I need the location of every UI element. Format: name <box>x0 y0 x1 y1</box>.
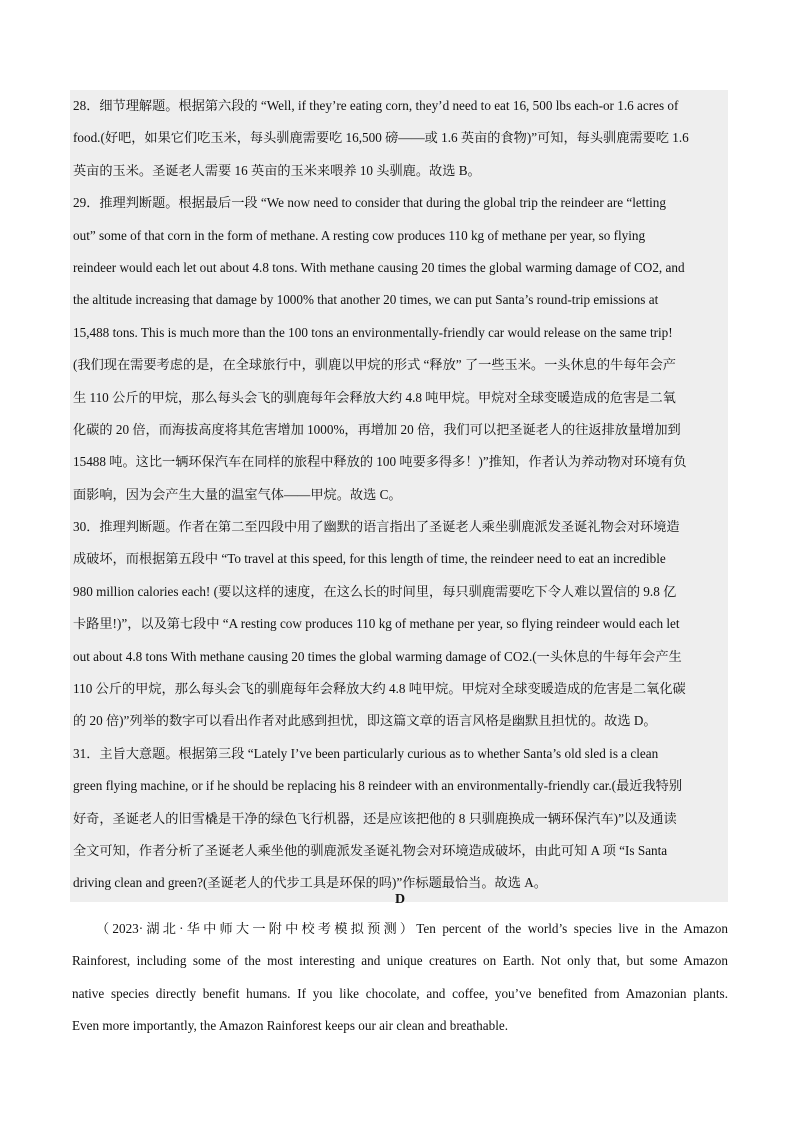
answer-line: the altitude increasing that damage by 1000% that another 20 times, we can put Santa’s round-trip emissions at <box>73 292 659 308</box>
answer-line: 29．推理判断题。根据最后一段 “We now need to consider that during the global trip the reindeer are “letting <box>73 195 666 211</box>
answer-line: 成破坏，而根据第五段中 “To travel at this speed, for this length of time, the reindeer need to eat an incredible <box>73 551 666 567</box>
answer-line: 化碳的 20 倍，而海拔高度将其危害增加 1000%，再增加 20 倍，我们可以把圣诞老人的往返排放量增加到 <box>73 421 681 437</box>
passage-line: Rainforest, including some of the most interesting and unique creatures on Earth. Not only that, but some Amazon <box>72 953 728 969</box>
section-heading: D <box>394 892 406 907</box>
answer-explanations <box>70 90 728 902</box>
answer-line: 的 20 倍)”列举的数字可以看出作者对此感到担忧，即这篇文章的语言风格是幽默且担忧的。故选 D。 <box>73 713 657 729</box>
passage-line: （2023·湖北·华中师大一附中校考模拟预测）Ten percent of the world’s species live in the Amazon <box>96 921 728 936</box>
passage-line: native species directly benefit humans. If you like chocolate, and coffee, you’ve benefited from Amazonian plants. <box>72 985 728 1001</box>
answer-line: 生 110 公斤的甲烷，那么每头会飞的驯鹿每年会释放大约 4.8 吨甲烷。甲烷对全球变暖造成的危害是二氧 <box>73 389 676 405</box>
answer-line: 15488 吨。这比一辆环保汽车在同样的旅程中释放的 100 吨要多得多！)”推知，作者认为养动物对环境有负 <box>73 454 687 470</box>
answer-line: 卡路里!)”，以及第七段中 “A resting cow produces 110 kg of methane per year, so flying reindeer would each let <box>73 616 680 632</box>
answer-line: 英亩的玉米。圣诞老人需要 16 英亩的玉米来喂养 10 头驯鹿。故选 B。 <box>73 162 481 178</box>
answer-line: 好奇，圣诞老人的旧雪橇是干净的绿色飞行机器，还是应该把他的 8 只驯鹿换成一辆环保汽车)”以及通读 <box>73 810 677 826</box>
answer-line: 31．主旨大意题。根据第三段 “Lately I’ve been particularly curious as to whether Santa’s old sled is a clean <box>73 745 659 761</box>
answer-line: 110 公斤的甲烷，那么每头会飞的驯鹿每年会释放大约 4.8 吨甲烷。甲烷对全球变暖造成的危害是二氧化碳 <box>73 681 686 697</box>
answer-line: 面影响，因为会产生大量的温室气体——甲烷。故选 C。 <box>73 486 402 502</box>
answer-line: 15,488 tons. This is much more than the 100 tons an environmentally-friendly car would release on the same trip! <box>73 324 673 340</box>
answer-line: food.(好吧，如果它们吃玉米，每头驯鹿需要吃 16,500 磅——或 1.6 英亩的食物)”可知，每头驯鹿需要吃 1.6 <box>73 130 689 146</box>
answer-line: 30．推理判断题。作者在第二至四段中用了幽默的语言指出了圣诞老人乘坐驯鹿派发圣诞礼物会对环境造 <box>73 519 680 535</box>
passage-line: Even more importantly, the Amazon Rainforest keeps our air clean and breathable. <box>72 1018 509 1034</box>
answer-line: 980 million calories each! (要以这样的速度，在这么长的时间里，每只驯鹿需要吃下令人难以置信的 9.8 亿 <box>73 583 677 599</box>
answer-line: reindeer would each let out about 4.8 tons. With methane causing 20 times the global warming damage of CO2, and <box>73 259 685 275</box>
answer-line: 全文可知，作者分析了圣诞老人乘坐他的驯鹿派发圣诞礼物会对环境造成破坏，由此可知 A 项 “Is Santa <box>73 842 668 858</box>
answer-line: out” some of that corn in the form of methane. A resting cow produces 110 kg of methane per year, so flying <box>73 227 646 243</box>
answer-line: out about 4.8 tons With methane causing 20 times the global warming damage of CO2.(一头休息的牛每年会产生 <box>73 648 682 664</box>
answer-line: 28．细节理解题。根据第六段的 “Well, if they’re eating corn, they’d need to eat 16, 500 lbs each-or 1.6 acres of <box>73 98 679 113</box>
answer-line: driving clean and green?(圣诞老人的代步工具是环保的吗)”作标题最恰当。故选 A。 <box>73 875 547 891</box>
reading-passage <box>72 913 728 1043</box>
answer-line: (我们现在需要考虑的是，在全球旅行中，驯鹿以甲烷的形式 “释放” 了一些玉米。一头休息的牛每年会产 <box>73 357 676 373</box>
answer-line: green flying machine, or if he should be replacing his 8 reindeer with an environmentally-friendly car.(最近我特别 <box>73 778 682 794</box>
